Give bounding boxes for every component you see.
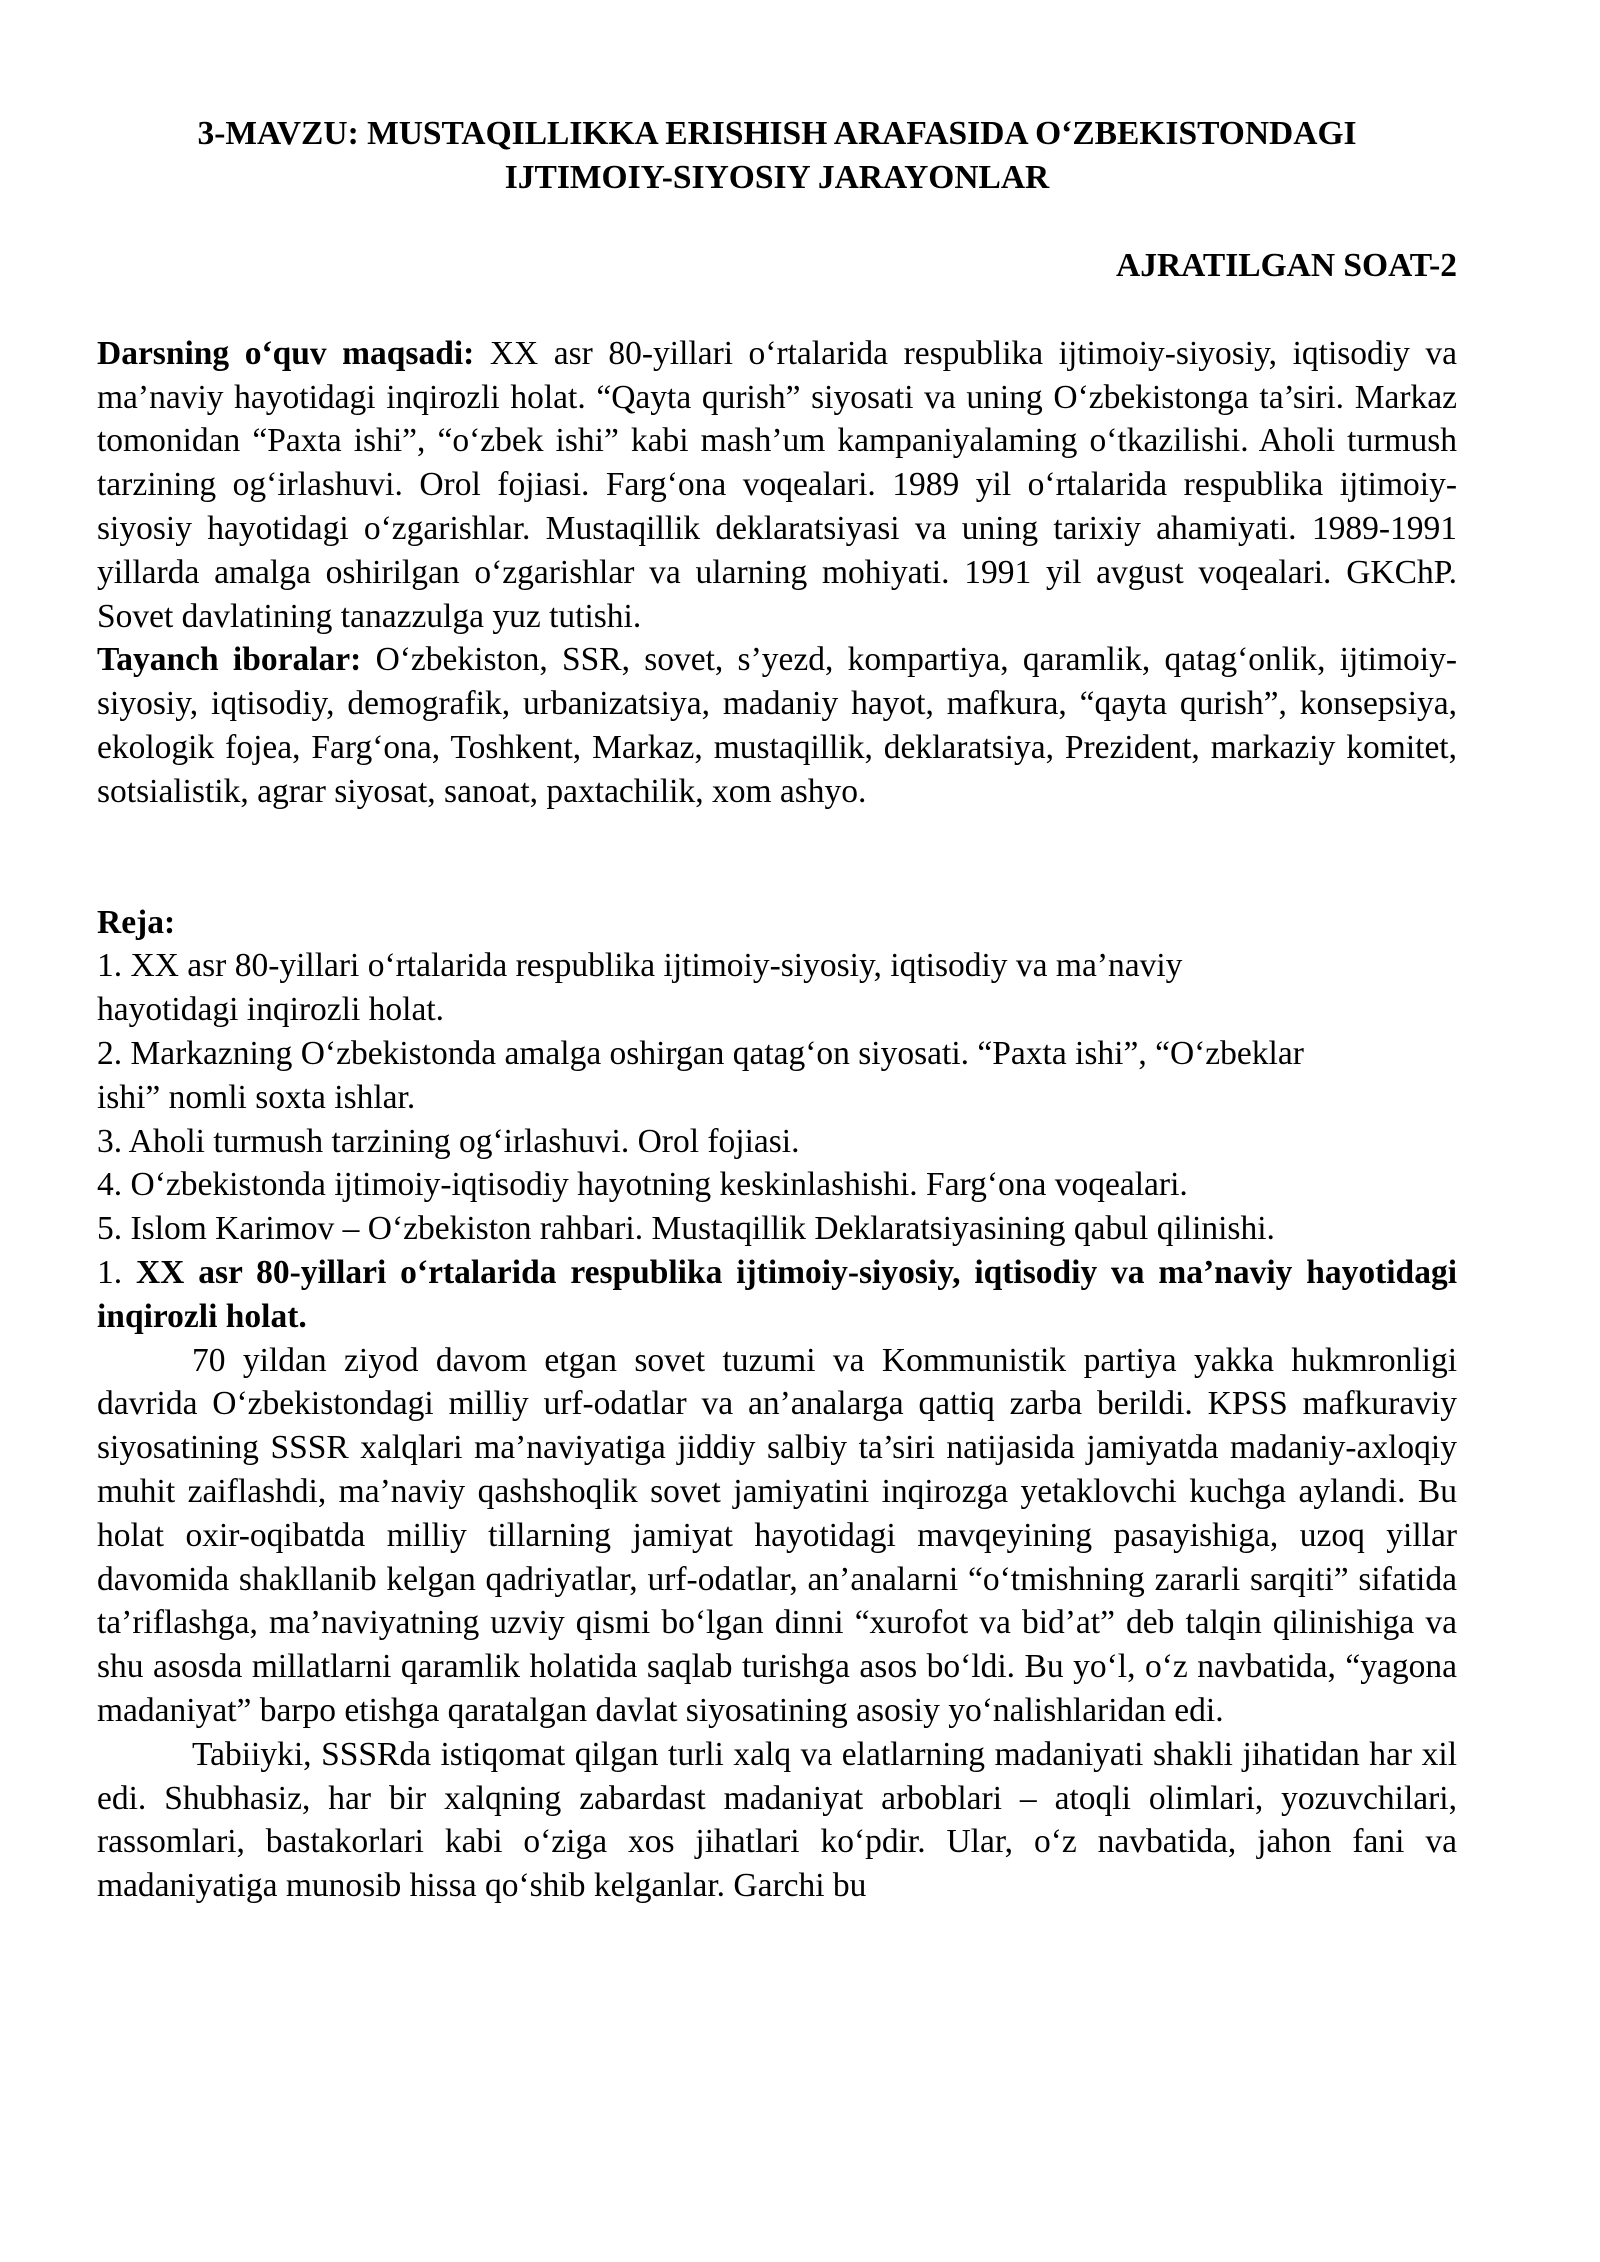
section-1-number: 1. bbox=[97, 1253, 136, 1291]
plan-item-1: 1. XX asr 80-yillari o‘rtalarida respublika ijtimoiy-siyosiy, iqtisodiy va ma’naviy hayotidagi inqirozli holat. bbox=[97, 947, 1183, 1029]
lesson-goal-paragraph bbox=[97, 332, 1457, 639]
page-title bbox=[97, 112, 1457, 200]
title-line-1: 3-MAVZU: MUSTAQILLIKKA ERISHISH ARAFASIDA O‘ZBEKISTONDAGI bbox=[197, 115, 1357, 152]
lesson-goal-label: Darsning o‘quv maqsadi: bbox=[97, 334, 475, 372]
section-1-heading bbox=[97, 1251, 1457, 1339]
section-1-paragraph-2: Tabiiyki, SSSRda istiqomat qilgan turli xalq va elatlarning madaniyati shakli jihatidan har xil edi. Shubhasiz, har bir xalqning zabardast madaniyat arboblari – atoqli olimlari, yozuvchilari, rassomlari, bastakorlari kabi o‘ziga xos jihatlari ko‘pdir. Ular, o‘z navbatida, jahon fani va madaniyatiga munosib hissa qo‘shib kelganlar. Garchi bu bbox=[97, 1735, 1457, 1905]
keywords-label: Tayanch iboralar: bbox=[97, 641, 362, 679]
keywords-text: O‘zbekiston, SSR, sovet, s’yezd, kompartiya, qaramlik, qatag‘onlik, ijtimoiy-siyosiy, iqtisodiy, demografik, urbanizatsiya, madaniy hayot, mafkura, “qayta qurish”, konsepsiya, ekologik fojea, Farg‘ona, Toshkent, Markaz, mustaqillik, deklaratsiya, Prezident, markaziy komitet, sotsialistik, agrar siyosat, sanoat, paxtachilik, xom ashyo. bbox=[97, 641, 1457, 810]
section-1-title: XX asr 80-yillari o‘rtalarida respublika ijtimoiy-siyosiy, iqtisodiy va ma’naviy hayotidagi inqirozli holat. bbox=[97, 1253, 1457, 1335]
plan-item-4: 4. O‘zbekistonda ijtimoiy-iqtisodiy hayotning keskinlashishi. Farg‘ona voqealari. bbox=[97, 1166, 1188, 1204]
title-line-2: IJTIMOIY-SIYOSIY JARAYONLAR bbox=[504, 159, 1050, 196]
plan-item-2: 2. Markazning O‘zbekistonda amalga oshirgan qatag‘on siyosati. “Paxta ishi”, “O‘zbeklar ishi” nomli soxta ishlar. bbox=[97, 1034, 1304, 1116]
allotted-hours: AJRATILGAN SOAT-2 bbox=[1116, 247, 1457, 284]
plan-item-5: 5. Islom Karimov – O‘zbekiston rahbari. Mustaqillik Deklaratsiyasining qabul qilinishi. bbox=[97, 1210, 1275, 1248]
keywords-paragraph bbox=[97, 638, 1457, 813]
plan-list bbox=[97, 944, 1457, 1251]
section-1-paragraph-1: 70 yildan ziyod davom etgan sovet tuzumi va Kommunistik partiya yakka hukmronligi davrida O‘zbekistondagi milliy urf-odatlar va an’analarga qattiq zarba berildi. KPSS mafkuraviy siyosatining SSSR xalqlari ma’naviyatiga jiddiy salbiy ta’siri natijasida jamiyatda madaniy-axloqiy muhit zaiflashdi, ma’naviy qashshoqlik sovet jamiyatini inqirozga yetaklovchi kuchga aylandi. Bu holat oxir-oqibatda milliy tillarning jamiyat hayotidagi mavqeyining pasayishiga, uzoq yillar davomida shakllanib kelgan qadriyatlar, urf-odatlar, an’analarni “o‘tmishning zararli sarqiti” sifatida ta’riflashga, ma’naviyatning uzviy qismi bo‘lgan dinni “xurofot va bid’at” deb talqin qilinishiga va shu asosda millatlarni qaramlik holatida saqlab turishga asos bo‘ldi. Bu yo‘l, o‘z navbatida, “yagona madaniyat” barpo etishga qaratalgan davlat siyosatining asosiy yo‘nalishlaridan edi. bbox=[97, 1341, 1457, 1729]
lesson-goal-text: XX asr 80-yillari o‘rtalarida respublika ijtimoiy-siyosiy, iqtisodiy va ma’naviy hayotidagi inqirozli holat. “Qayta qurish” siyosati va uning O‘zbekistonga ta’siri. Markaz tomonidan “Paxta ishi”, “o‘zbek ishi” kabi mash’um kampaniyalaming o‘tkazilishi. Aholi turmush tarzining og‘irlashuvi. Orol fojiasi. Farg‘ona voqealari. 1989 yil o‘rtalarida respublika ijtimoiy-siyosiy hayotidagi o‘zgarishlar. Mustaqillik deklaratsiyasi va uning tarixiy ahamiyati. 1989-1991 yillarda amalga oshirilgan o‘zgarishlar va ularning mohiyati. 1991 yil avgust voqealari. GKChP. Sovet davlatining tanazzulga yuz tutishi. bbox=[97, 334, 1457, 635]
document-page bbox=[97, 112, 1457, 1908]
plan-item-3: 3. Aholi turmush tarzining og‘irlashuvi. Orol fojiasi. bbox=[97, 1122, 800, 1160]
plan-heading: Reja: bbox=[97, 903, 176, 941]
